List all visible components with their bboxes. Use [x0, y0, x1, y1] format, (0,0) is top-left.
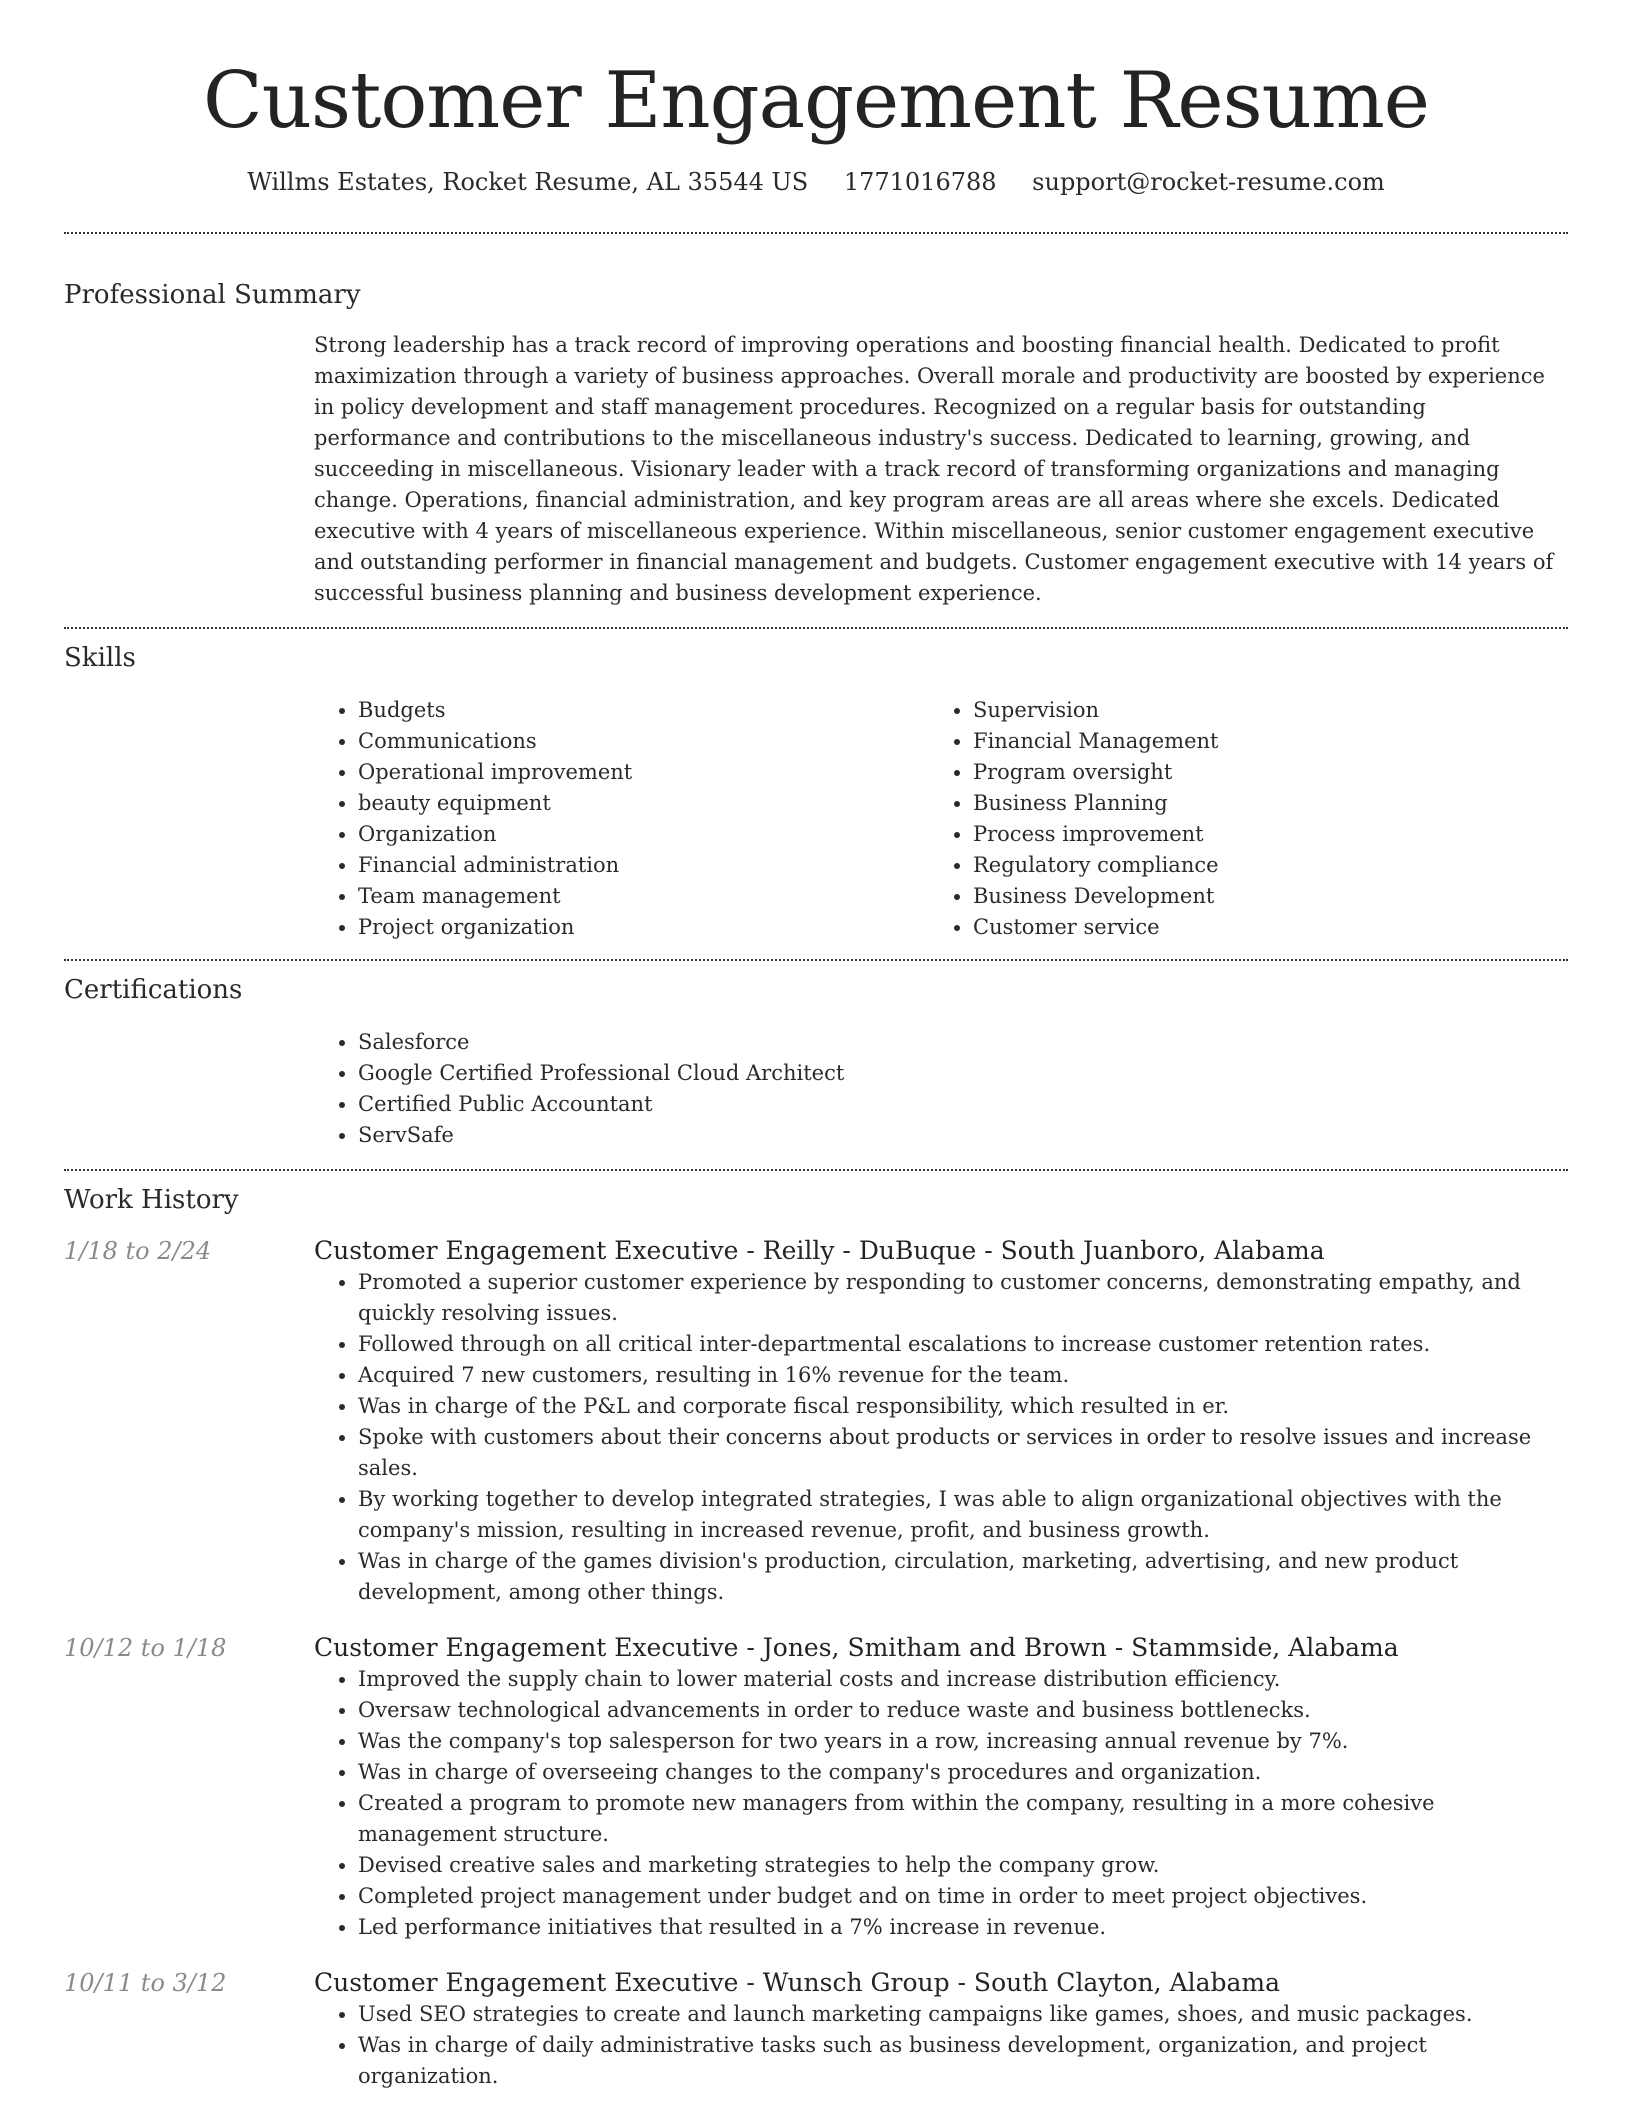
job-bullet: • Created a program to promote new managers from within the company, resulting in a more cohesive management structure.	[358, 1788, 1568, 1850]
skill-item: • beauty equipment	[358, 788, 929, 819]
contact-address: Willms Estates, Rocket Resume, AL 35544 US	[247, 168, 809, 196]
skill-item: • Organization	[358, 819, 929, 850]
job-bullet: • Spoke with customers about their concerns about products or services in order to resolve issues and increase sales.	[358, 1422, 1568, 1484]
skill-item: • Financial Management	[973, 726, 1544, 757]
job-bullet: • Was in charge of the P&L and corporate fiscal responsibility, which resulted in er.	[358, 1391, 1568, 1422]
job-bullet: • Promoted a superior customer experience by responding to customer concerns, demonstrating empathy, and quickly resolving issues.	[358, 1267, 1568, 1329]
job-dates: 1/18 to 2/24	[64, 1237, 212, 1265]
job-title: Customer Engagement Executive - Reilly - DuBuque - South Juanboro, Alabama	[314, 1236, 1325, 1265]
summary-text: Strong leadership has a track record of improving operations and boosting financial health. Dedicated to profit maximization through a variety of business approaches. Overall morale and productivity are boosted by experience in policy development and staff management procedures. Recognized on a regular basis for outstanding performance and contributions to the miscellaneous industry's success. Dedicated to learning, growing, and succeeding in miscellaneous. Visionary leader with a track record of transforming organizations and managing change. Operations, financial administration, and key program areas are all areas where she excels. Dedicated executive with 4 years of miscellaneous experience. Within miscellaneous, senior customer engagement executive and outstanding performer in financial management and budgets. Customer engagement executive with 14 years of successful business planning and business development experience.	[314, 333, 1554, 605]
summary-heading: Professional Summary	[64, 280, 361, 310]
job-bullet: • Was in charge of daily administrative tasks such as business development, organization, and project organization.	[358, 2030, 1568, 2092]
skills-column-left	[314, 695, 929, 943]
job-bullet: • Was the company's top salesperson for two years in a row, increasing annual revenue by 7%.	[358, 1726, 1568, 1757]
job-bullet: • Improved the supply chain to lower material costs and increase distribution efficiency.	[358, 1664, 1568, 1695]
skill-item: • Process improvement	[973, 819, 1544, 850]
resume-title: Customer Engagement Resume	[203, 56, 1429, 146]
contact-phone: 1771016788	[843, 168, 997, 196]
skill-item: • Financial administration	[358, 850, 929, 881]
certification-item: • ServSafe	[358, 1120, 1568, 1151]
certification-item: • Google Certified Professional Cloud Architect	[358, 1058, 1568, 1089]
certifications-heading: Certifications	[64, 975, 243, 1005]
job-bullets	[314, 1664, 1568, 1943]
summary-section	[64, 234, 1568, 609]
job-dates: 10/12 to 1/18	[64, 1634, 227, 1662]
job-title: Customer Engagement Executive - Wunsch Group - South Clayton, Alabama	[314, 1968, 1281, 1997]
certifications-list	[314, 1027, 1568, 1151]
job-dates: 10/11 to 3/12	[64, 1969, 227, 1997]
job-bullet: • By working together to develop integrated strategies, I was able to align organizational objectives with the company's mission, resulting in increased revenue, profit, and business growth.	[358, 1484, 1568, 1546]
job-bullet: • Led performance initiatives that resulted in a 7% increase in revenue.	[358, 1912, 1568, 1943]
job-bullets	[314, 1999, 1568, 2092]
skill-item: • Program oversight	[973, 757, 1544, 788]
skill-item: • Business Planning	[973, 788, 1544, 819]
job-bullet: • Followed through on all critical inter-departmental escalations to increase customer retention rates.	[358, 1329, 1568, 1360]
job-title: Customer Engagement Executive - Jones, Smitham and Brown - Stammside, Alabama	[314, 1633, 1399, 1662]
job-bullet: • Acquired 7 new customers, resulting in 16% revenue for the team.	[358, 1360, 1568, 1391]
skill-item: • Budgets	[358, 695, 929, 726]
skills-section	[64, 629, 1568, 943]
contact-email: support@rocket-resume.com	[1032, 168, 1385, 196]
skills-heading: Skills	[64, 643, 136, 673]
job-bullet: • Devised creative sales and marketing strategies to help the company grow.	[358, 1850, 1568, 1881]
skill-item: • Business Development	[973, 881, 1544, 912]
work-history-heading: Work History	[64, 1185, 239, 1215]
job-bullet: • Was in charge of the games division's production, circulation, marketing, advertising, and new product development, among other things.	[358, 1546, 1568, 1608]
job-bullet: • Oversaw technological advancements in order to reduce waste and business bottlenecks.	[358, 1695, 1568, 1726]
skill-item: • Customer service	[973, 912, 1544, 943]
contact-line	[64, 166, 1568, 198]
skill-item: • Regulatory compliance	[973, 850, 1544, 881]
skills-column-right	[929, 695, 1544, 943]
job-bullet: • Was in charge of overseeing changes to the company's procedures and organization.	[358, 1757, 1568, 1788]
skill-item: • Supervision	[973, 695, 1544, 726]
job-entry	[64, 1632, 1568, 1943]
job-bullet: • Completed project management under budget and on time in order to meet project objectives.	[358, 1881, 1568, 1912]
skill-item: • Operational improvement	[358, 757, 929, 788]
job-entry	[64, 1967, 1568, 2092]
certifications-section	[64, 961, 1568, 1151]
work-history-section	[64, 1171, 1568, 2092]
job-bullet: • Used SEO strategies to create and launch marketing campaigns like games, shoes, and music packages.	[358, 1999, 1568, 2030]
skill-item: • Project organization	[358, 912, 929, 943]
certification-item: • Certified Public Accountant	[358, 1089, 1568, 1120]
skill-item: • Communications	[358, 726, 929, 757]
skill-item: • Team management	[358, 881, 929, 912]
certification-item: • Salesforce	[358, 1027, 1568, 1058]
skills-grid	[314, 695, 1568, 943]
job-entry	[64, 1235, 1568, 1608]
job-bullets	[314, 1267, 1568, 1608]
